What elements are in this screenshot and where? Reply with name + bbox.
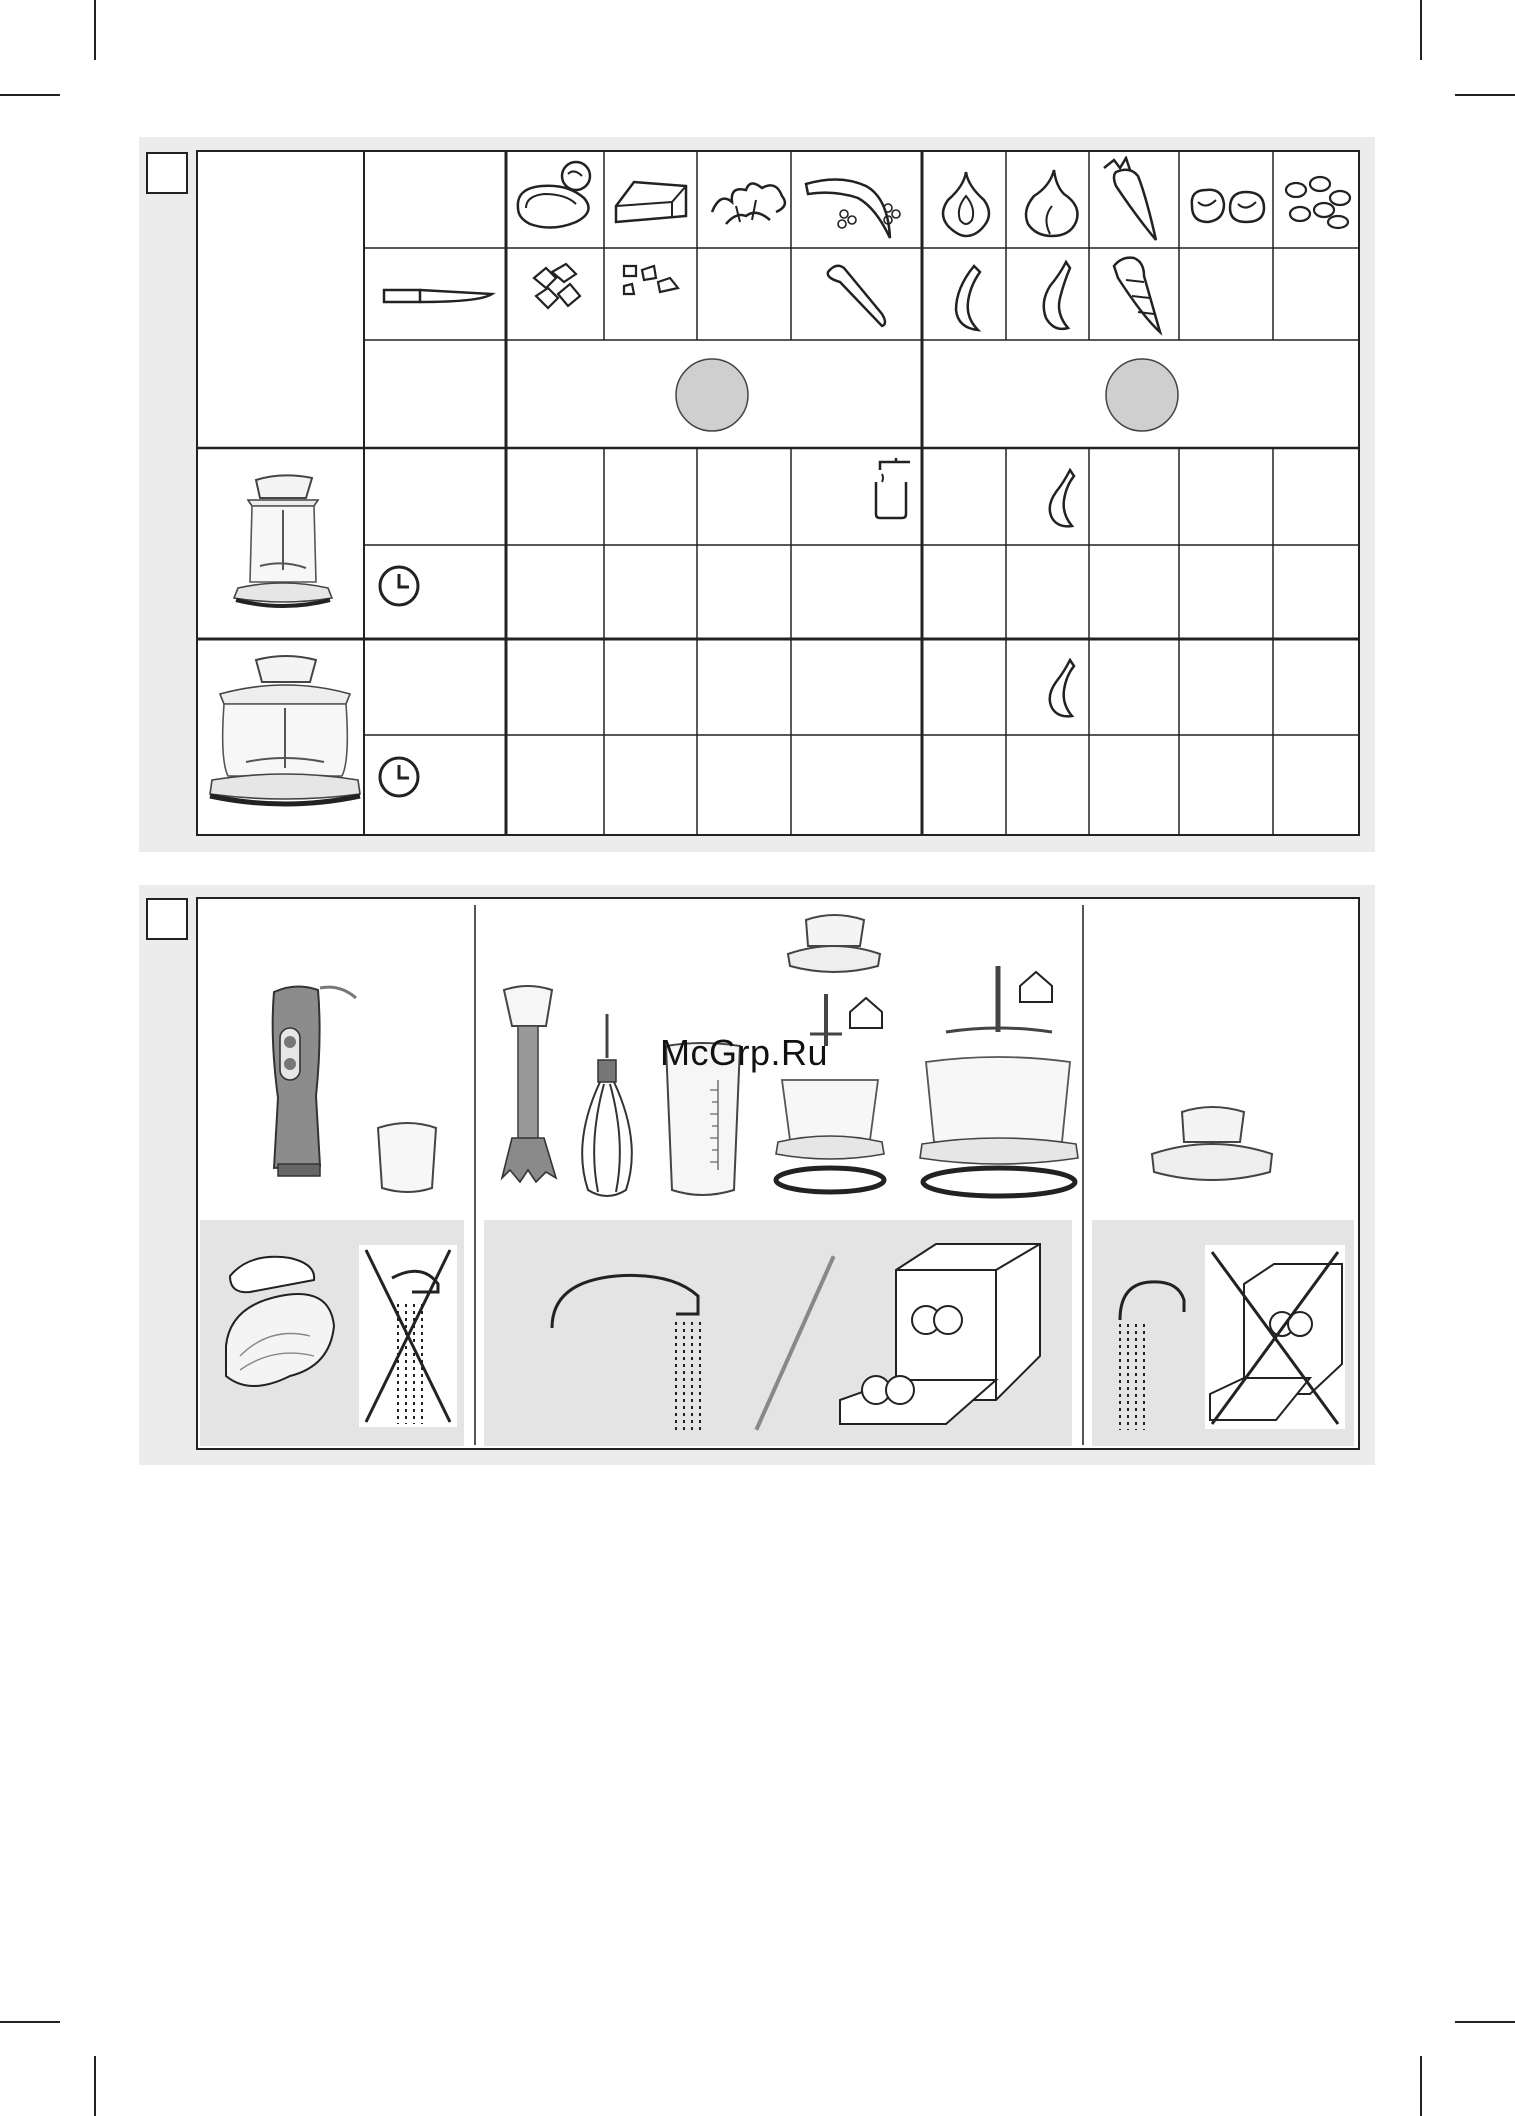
setting-dot: [676, 359, 748, 431]
carrot-icon: [1094, 156, 1172, 246]
chopper-large-icon: [206, 650, 364, 816]
garlic-clove-icon: [1044, 658, 1080, 720]
parsley-icon: [706, 172, 790, 232]
whisk-icon: [570, 1012, 644, 1200]
dishwasher-icon: [836, 1240, 1046, 1430]
step-box-1: [146, 152, 188, 194]
crop-mark: [0, 2021, 60, 2023]
garlic-icon: [1020, 166, 1084, 240]
hand-blender-icon: [260, 978, 364, 1196]
divider: [474, 905, 476, 1445]
meat-cubes-icon: [528, 258, 584, 314]
meat-icon: [512, 158, 600, 240]
crop-mark: [1420, 2056, 1422, 2116]
cheese-icon: [612, 172, 692, 232]
crop-mark: [1455, 94, 1515, 96]
chopper-lid-icon: [784, 908, 884, 984]
clock-icon: [376, 563, 422, 609]
faucet-icon: [1110, 1260, 1190, 1436]
chopper-small-icon: [770, 990, 894, 1200]
faucet-icon: [546, 1262, 716, 1436]
watermark: McGrp.Ru: [660, 1032, 829, 1073]
cloth-wipe-icon: [210, 1246, 350, 1406]
chopper-small-icon: [228, 470, 338, 620]
chili-piece-icon: [820, 258, 900, 330]
garlic-clove-icon: [1044, 468, 1080, 530]
divider: [1082, 905, 1084, 1445]
walnut-icon: [1186, 182, 1270, 230]
garlic-clove-icon: [1036, 258, 1076, 334]
cheese-pieces-icon: [620, 262, 684, 306]
crop-mark: [94, 2056, 96, 2116]
chopping-table: [196, 150, 1360, 836]
chopper-large-icon: [916, 962, 1082, 1202]
crop-mark: [94, 0, 96, 60]
chili-icon: [800, 168, 910, 246]
carrot-piece-icon: [1104, 252, 1164, 338]
almond-icon: [1278, 172, 1354, 232]
crop-mark: [1455, 2021, 1515, 2023]
onion-piece-icon: [950, 262, 986, 334]
add-water-icon: [866, 456, 918, 520]
clock-icon: [376, 754, 422, 800]
chopper-lid-icon: [1148, 1098, 1276, 1194]
dishwasher-crossed-icon: [1204, 1244, 1346, 1430]
blender-shaft-icon: [496, 982, 562, 1196]
step-box-2: [146, 898, 188, 940]
knife-icon: [380, 282, 496, 308]
cap-icon: [372, 1116, 442, 1196]
crop-mark: [0, 94, 60, 96]
onion-icon: [936, 166, 996, 240]
setting-dot: [1106, 359, 1178, 431]
faucet-icon: [358, 1244, 458, 1428]
crop-mark: [1420, 0, 1422, 60]
